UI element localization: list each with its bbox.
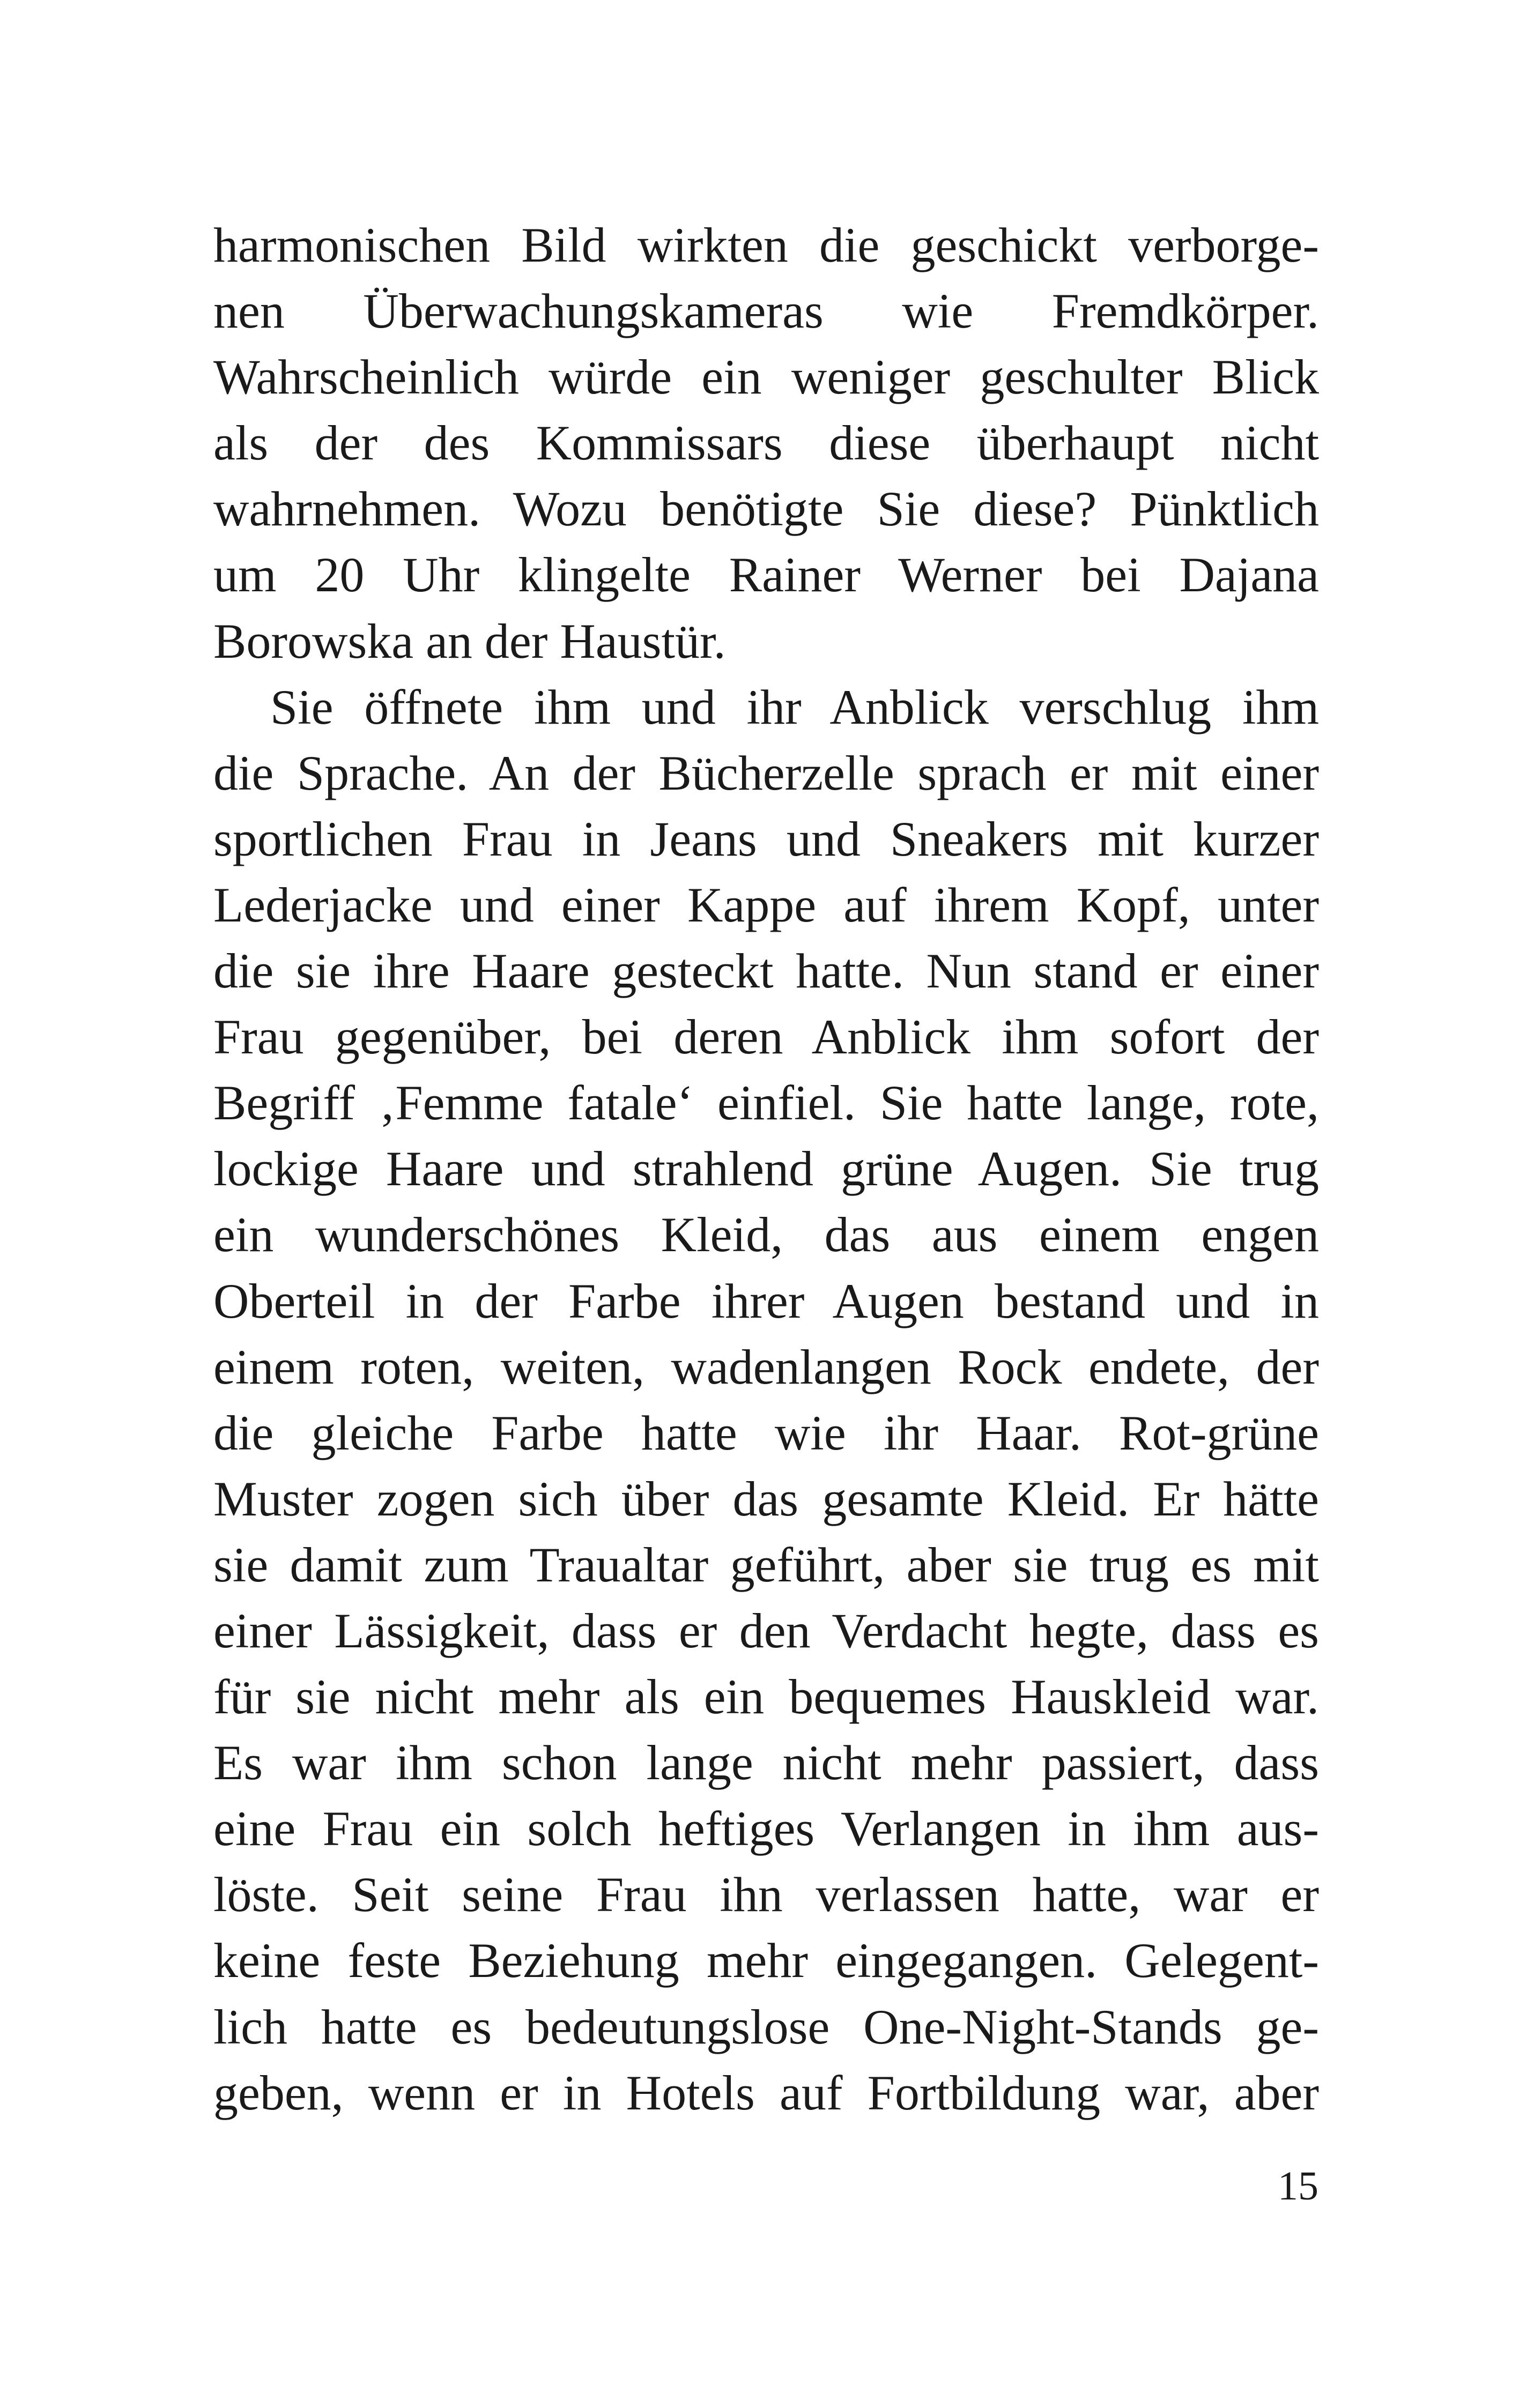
text-line: eine Frau ein solch heftiges Verlangen in ihm aus-: [213, 1801, 1319, 1856]
body-text: [213, 212, 1319, 2126]
paragraph: [213, 212, 1319, 674]
text-line: lockige Haare und strahlend grüne Augen. Sie trug: [213, 1141, 1319, 1196]
text-line: Wahrscheinlich würde ein weniger geschulter Blick: [213, 350, 1319, 405]
text-line: sportlichen Frau in Jeans und Sneakers mit kurzer: [213, 811, 1319, 866]
text-line: die gleiche Farbe hatte wie ihr Haar. Rot-grüne: [213, 1405, 1319, 1460]
text-line: die sie ihre Haare gesteckt hatte. Nun stand er einer: [213, 943, 1319, 999]
text-line: Begriff ‚Femme fatale‘ einfiel. Sie hatte lange, rote,: [213, 1075, 1319, 1131]
text-line: einer Lässigkeit, dass er den Verdacht hegte, dass es: [213, 1603, 1319, 1658]
text-line: Oberteil in der Farbe ihrer Augen bestand und in: [213, 1273, 1319, 1328]
page-number: 15: [1278, 2164, 1318, 2209]
text-line: nen Überwachungskameras wie Fremdkörper.: [213, 284, 1319, 339]
text-line: Sie öffnete ihm und ihr Anblick verschlug ihm: [270, 679, 1319, 734]
text-line: Lederjacke und einer Kappe auf ihrem Kopf, unter: [213, 877, 1319, 932]
text-line: geben, wenn er in Hotels auf Fortbildung war, aber: [213, 2065, 1319, 2120]
text-line: löste. Seit seine Frau ihn verlassen hatte, war er: [213, 1867, 1319, 1922]
text-line: keine feste Beziehung mehr eingegangen. Gelegent-: [213, 1933, 1319, 1988]
paragraph: [213, 674, 1319, 2126]
text-line: Es war ihm schon lange nicht mehr passiert, dass: [213, 1735, 1319, 1790]
text-line: harmonischen Bild wirkten die geschickt verborge-: [213, 218, 1319, 272]
text-line: ein wunderschönes Kleid, das aus einem engen: [213, 1207, 1319, 1262]
text-line: wahrnehmen. Wozu benötigte Sie diese? Pünktlich: [213, 481, 1319, 537]
text-line: um 20 Uhr klingelte Rainer Werner bei Dajana: [213, 547, 1319, 603]
text-line: lich hatte es bedeutungslose One-Night-Stands ge-: [213, 1999, 1319, 2054]
text-line: Muster zogen sich über das gesamte Kleid. Er hätte: [213, 1471, 1319, 1526]
text-line: Borowska an der Haustür.: [213, 613, 726, 668]
text-line: die Sprache. An der Bücherzelle sprach er mit einer: [213, 745, 1319, 800]
text-line: als der des Kommissars diese überhaupt nicht: [213, 415, 1319, 471]
text-line: sie damit zum Traualtar geführt, aber sie trug es mit: [213, 1537, 1319, 1592]
text-line: für sie nicht mehr als ein bequemes Hauskleid war.: [213, 1669, 1319, 1725]
text-line: einem roten, weiten, wadenlangen Rock endete, der: [213, 1339, 1319, 1394]
text-line: Frau gegenüber, bei deren Anblick ihm sofort der: [213, 1009, 1319, 1065]
